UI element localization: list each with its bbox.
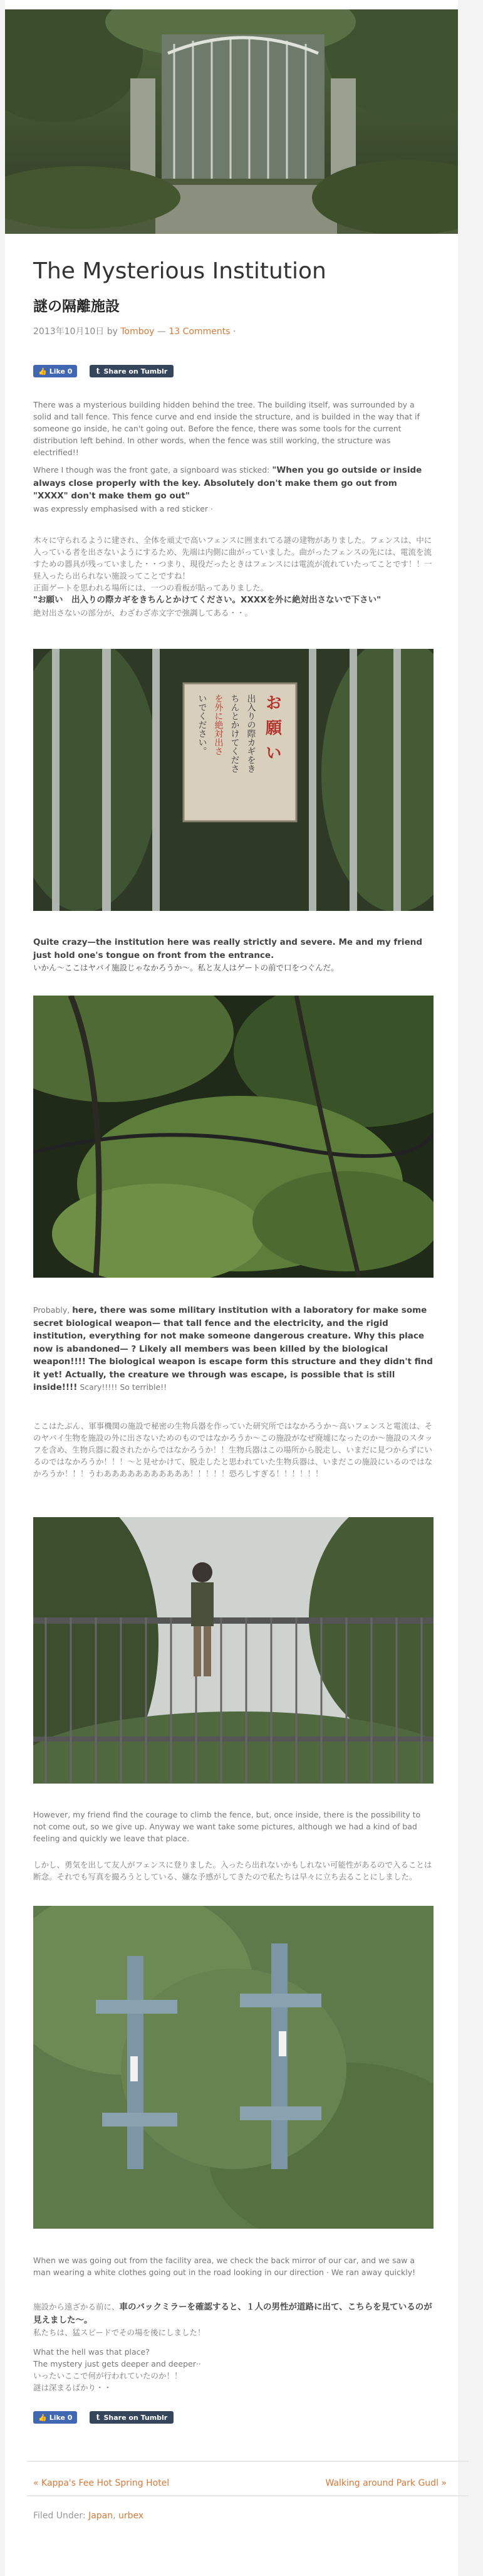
post-navigation [33,2478,447,2488]
nav-divider-top [27,2461,469,2462]
thumbs-up-icon: 👍 [38,367,47,376]
paragraph-sign-en [33,464,434,515]
hero-photo-gate [5,9,458,234]
prev-post-link[interactable] [33,2478,169,2488]
prev-arrow-icon: « [33,2478,39,2488]
sign-note-text: was expressly emphasised with a red sticker · [33,503,213,513]
photo-trees [33,996,434,1278]
paragraph-escape-ja [33,2301,434,2338]
tumblr-label: Share on Tumblr [103,367,168,376]
sign-line-4: いでください。 [197,694,207,755]
sign-quote-text: "When you go outside or inside always close properly with the key. Absolutely don't make them go out from "XXXX" don't make them go out" [33,465,422,502]
like-label: Like 0 [49,367,73,376]
sign-line-1: 出入りの際カギをき [246,694,256,773]
like-label: Like 0 [49,2413,73,2422]
filed-comma: , [113,2511,116,2521]
paragraph-theory-ja: ここはたぶん、軍事機関の施設で秘密の生物兵器を作っていた研究所ではなかろうか～高いフェンスと電流は、そのヤバイ生物を施設の外に出さないためのものではなかろうか～この施設がなぜ廃墟になったのか～施設のスタッフを含め、生物兵器に殺されたからではなかろうか！！生物兵器はこの場所から脱走し、いまだに見つからずにいるのではなかろうか！！！～と見せかけて、脱走したと思われていた生物兵器は、いまだこの施設にいるのではなかろうか！！！うわあああああああああああ！！！！！恐ろしすぎる！！！！！！ [33,1421,433,1478]
paragraph-escape-en: When we was going out from the facility area, we check the back mirror of our car, and we saw a man wearing a white clothes going out in the road looking in our direction · We ran away quickly! [33,2256,416,2277]
paragraph-theory-en [33,1304,434,1394]
tumblr-label: Share on Tumblr [103,2413,168,2422]
tumblr-icon: t [96,2412,100,2422]
meta-suffix: · [232,327,236,337]
post-by: by [106,327,118,337]
closing-line-3: いったいここで何が行われていたのか！！ [33,2371,182,2380]
paragraph-climb-ja: しかし、勇気を出して友人がフェンスに登りました。入ったら出れないかもしれない可能性があるので入ることは断念。それでも写真を撮ろうとしている、嫌な予感がしてきたので私たちは早々に立ち去ることにしました。 [33,1860,432,1881]
photo-signboard [33,649,434,911]
paragraph-climb-en: However, my friend find the courage to climb the fence, but, once inside, there is the possibility to not come out, so we give up. Anyway we want take some pictures, although we had a kind of bad feeling and quickly we leave that place. [33,1810,421,1843]
sign-title: お願い [262,694,282,769]
post-subtitle: 謎の隔離施設 [33,298,120,315]
paragraph-closing [33,2346,434,2394]
post-meta [33,325,236,337]
crazy-ja-text: いかん〜ここはヤバイ施設じゃなかろうか〜。私と友人はゲートの前で口をつぐんだ。 [33,963,339,973]
paragraph-crazy [33,936,434,974]
filed-under [33,2511,143,2521]
theory-en-lead: Probably, [33,1305,73,1315]
next-post-title: Walking around Park Gudl [325,2478,439,2488]
next-post-link[interactable] [325,2478,447,2488]
escape-ja-tail: 私たちは、猛スピードでその場を後にしました！ [33,2328,205,2338]
prev-post-title: Kappa's Fee Hot Spring Hotel [41,2478,170,2488]
category-link-urbex[interactable]: urbex [118,2511,144,2521]
sign-ja-intro: 正面ゲートを思われる場所には、一つの看板が貼ってありました。 [33,583,269,592]
tumblr-share-button[interactable] [90,365,174,377]
sign-ja-note: 絶対出さないの部分が、わざわざ赤文字で強調してある・・。 [33,607,253,618]
paragraph-intro-en: There was a mysterious building hidden behind the tree. The building itself, was surrounded by a solid and tall fence. This fence curve and end inside the structure, and is builded in the way that if someone go inside, he can't going out. Before the fence, there was some tools for the current distribution left behind. In other words, when the fence was still working, the structure was electrified!! [33,400,420,457]
post-date: 2013年10月10日 [33,327,105,337]
tumblr-share-button-bottom[interactable] [90,2411,174,2424]
share-bar-bottom [33,2411,174,2424]
meta-separator: — [157,327,166,337]
post-title: The Mysterious Institution [33,258,326,284]
category-link-japan[interactable]: Japan [88,2511,113,2521]
sign-line-3: を外に絶対出さ [213,694,224,755]
intro-ja-text: 木々に守られるように建され、全体を頑丈で高いフェンスに囲まれてる謎の建物がありました。フェンスは、中に入っている者を出さないようにするため、先端は内側に曲がっていました。曲がったフェンスの先には、電流を流すための器具が残っていました・・つまり、現役だったときはフェンスには電流が流れていたってことです！！一昼入ったら出られない施設ってことですね！ [33,535,432,581]
comments-link[interactable]: 13 Comments [169,327,231,337]
thumbs-up-icon: 👍 [38,2413,47,2422]
closing-line-2: The mystery just gets deeper and deeper·· [33,2359,201,2368]
share-bar-top [33,365,174,377]
tumblr-icon: t [96,366,100,376]
escape-ja-strong: 車のバックミラーを確認すると、１人の男性が道路に出て、こちらを見ているのが見えました〜。 [33,2302,432,2325]
next-arrow-icon: » [441,2478,447,2488]
sign-ja-quote: "お願い 出入りの際カギをきちんとかけてください。XXXXを外に絶対出さないで下さい" [33,595,382,605]
facebook-like-button-bottom[interactable] [33,2411,77,2424]
photo-aerial-view [33,1906,434,2229]
closing-line-1: What the hell was that place? [33,2347,150,2357]
sign-intro-text: Where I though was the front gate, a signboard was sticked: [33,465,273,475]
theory-en-text: here, there was some military institution with a laboratory for make some secret biological weapon— that tall fence and the electricity, and the rigid institution, everything for not make someone dangerous creature. Why this place now is abandoned— ? Likely all members was been killed by the biological weapon!!!! The biological weapon is escape form this structure and they didn't find it yet! Actually, the creature we through was escape, is possible that is still inside!!!! [33,1305,433,1393]
facebook-like-button[interactable] [33,365,77,377]
closing-line-4: 謎は深まるばかり・・ [33,2383,112,2392]
sign-line-2: ちんとかけてくださ [229,694,240,773]
escape-ja-lead: 施設から遠ざかる前に、 [33,2302,120,2311]
photo-fence-climb [33,1517,434,1784]
nav-divider-bottom [27,2495,469,2496]
signboard [187,688,293,817]
theory-en-tail: Scary!!!!! So terrible!! [77,1382,167,1392]
paragraph-intro-ja [33,534,434,619]
post-page [5,0,458,2576]
author-link[interactable]: Tomboy [120,327,155,337]
crazy-en-text: Quite crazy—the institution here was really strictly and severe. Me and my friend just hold one's tongue on front from the entrance. [33,937,422,960]
filed-label: Filed Under: [33,2511,86,2521]
